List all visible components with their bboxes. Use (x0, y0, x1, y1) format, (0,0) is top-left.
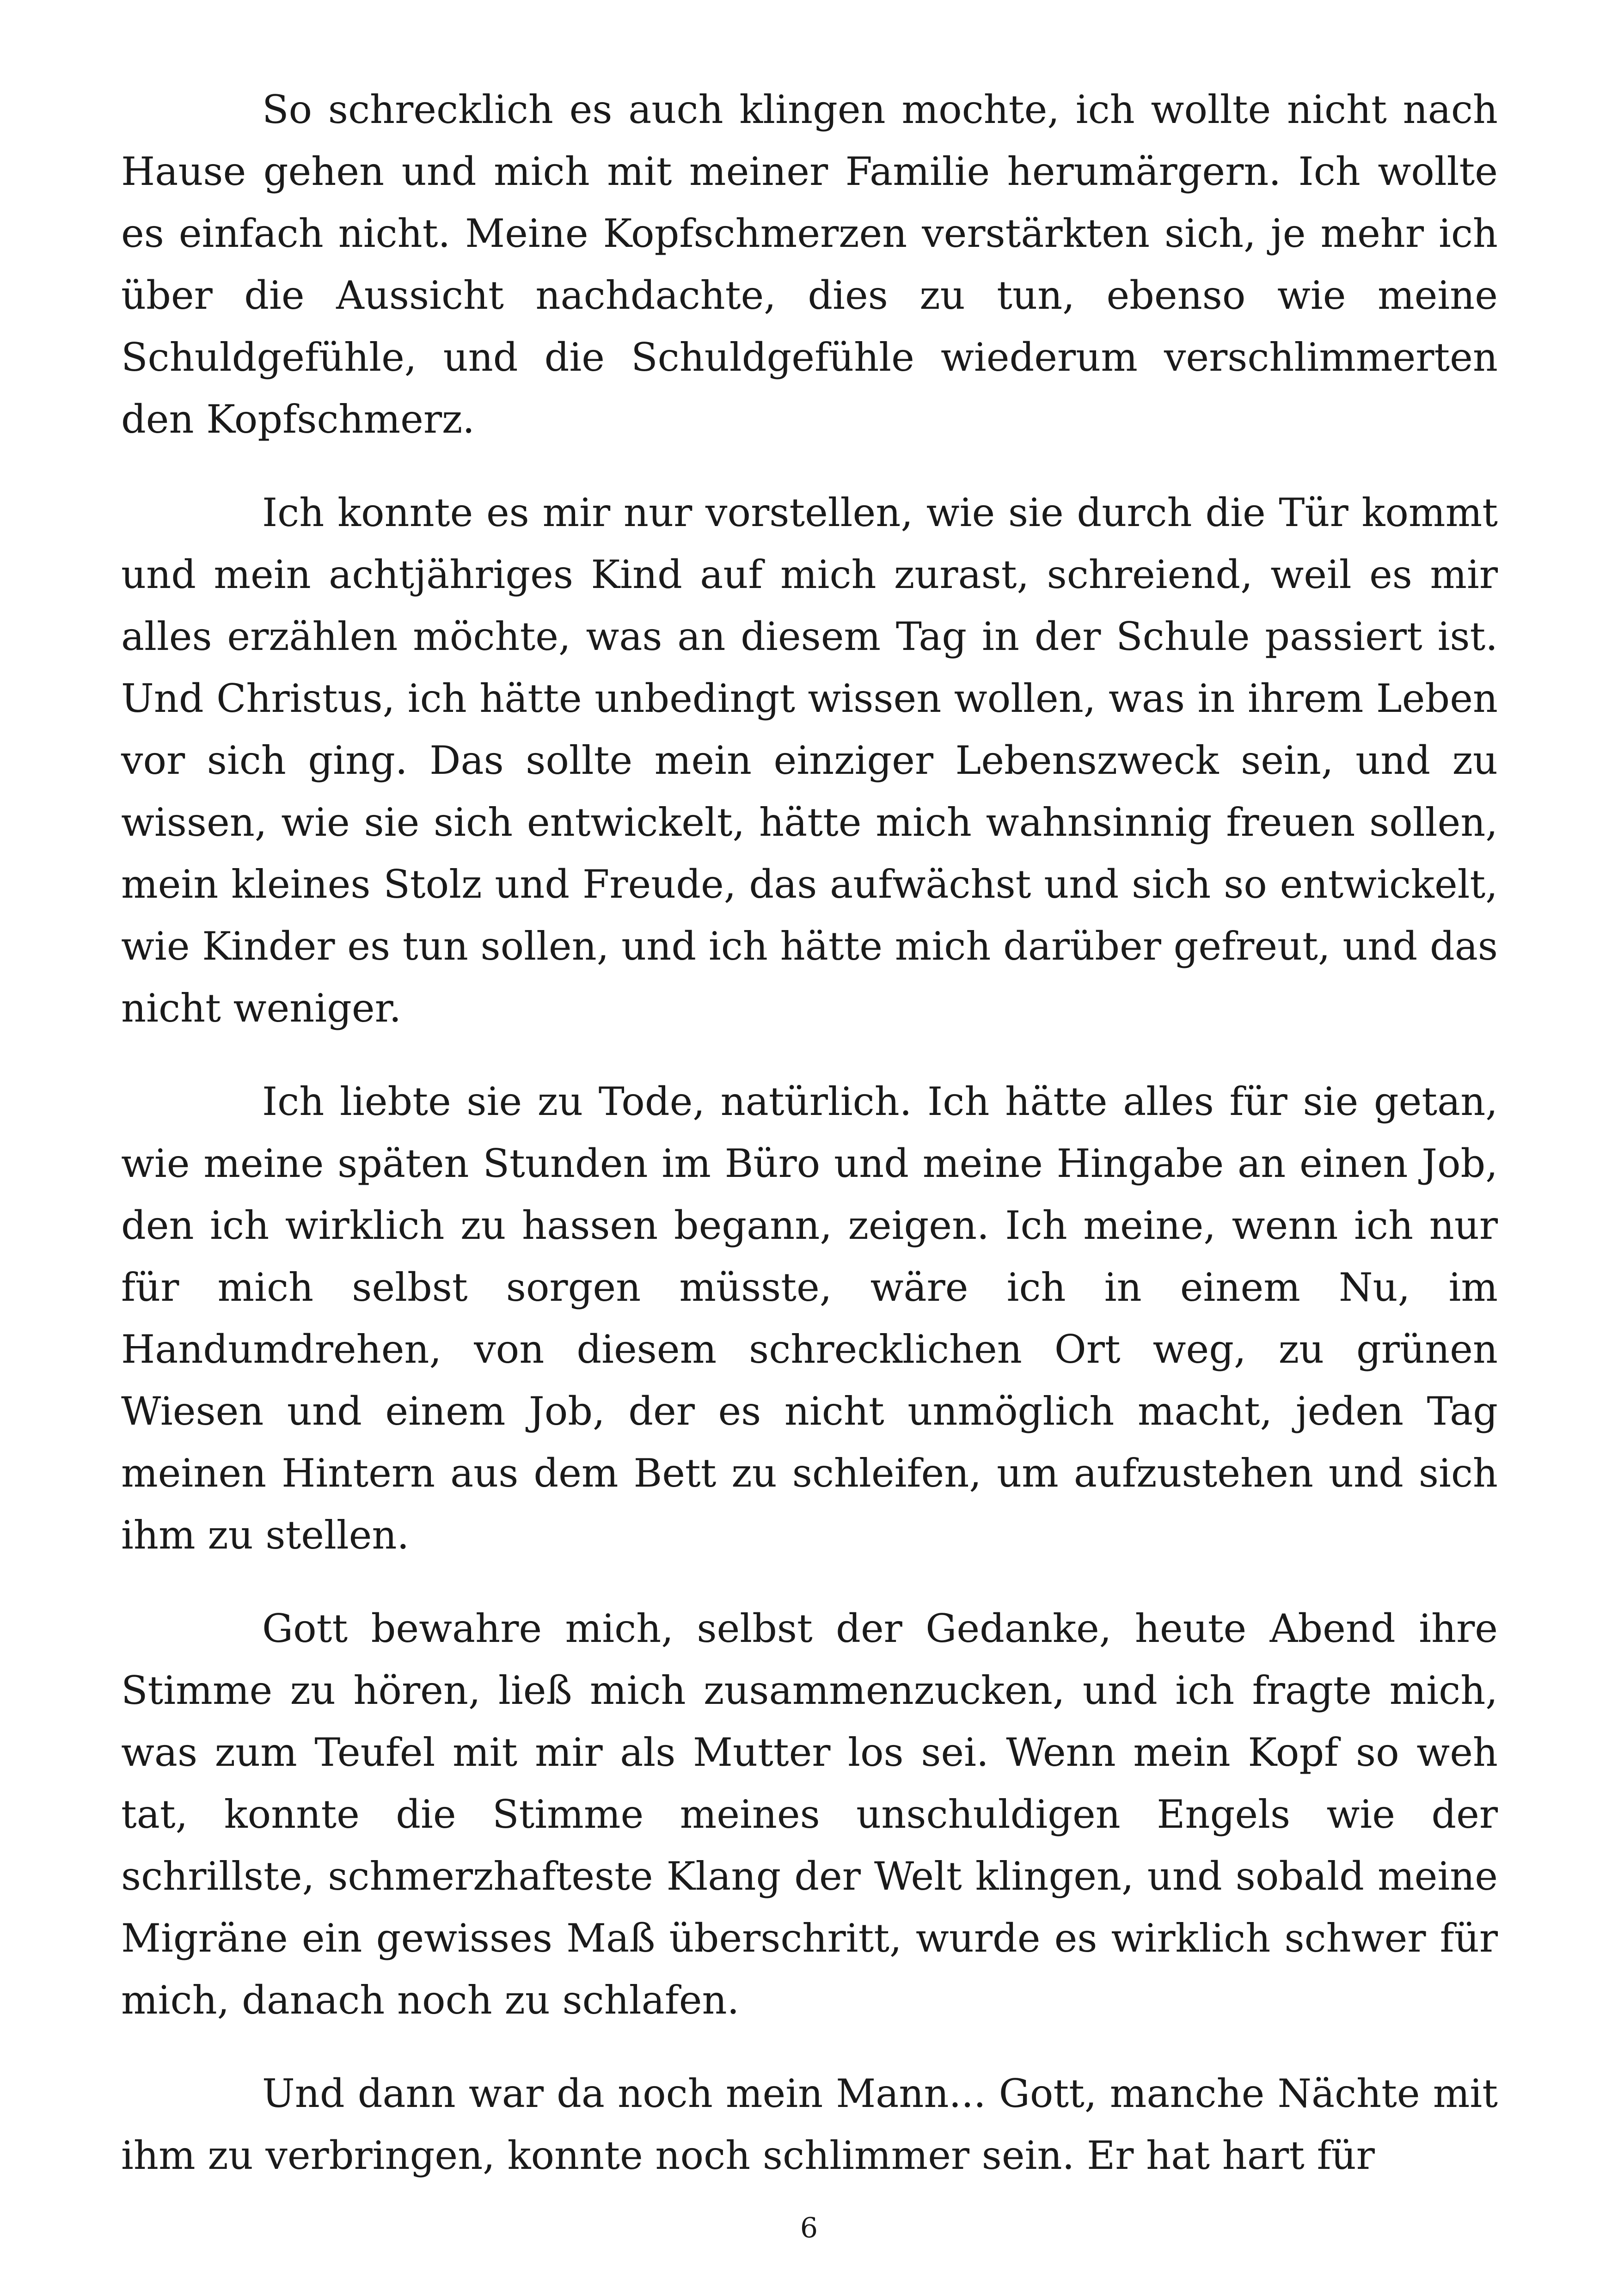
paragraph-4: Gott bewahre mich, selbst der Gedanke, heute Abend ihre Stimme zu hören, ließ mich zusammenzucken, und ich fragte mich, was zum Teufel mit mir als Mutter los sei. Wenn mein Kopf so weh tat, konnte die Stimme meines unschuldigen Engels wie der schrillste, schmerzhafteste Klang der Welt klingen, und sobald meine Migräne ein gewisses Maß überschritt, wurde es wirklich schwer für mich, danach noch zu schlafen. (121, 1606, 1498, 2023)
paragraph-3: Ich liebte sie zu Tode, natürlich. Ich hätte alles für sie getan, wie meine späten Stunden im Büro und meine Hingabe an einen Job, den ich wirklich zu hassen begann, zeigen. Ich meine, wenn ich nur für mich selbst sorgen müsste, wäre ich in einem Nu, im Handumdrehen, von diesem schrecklichen Ort weg, zu grünen Wiesen und einem Job, der es nicht unmöglich macht, jeden Tag meinen Hintern aus dem Bett zu schleifen, um aufzustehen und sich ihm zu stellen. (121, 1079, 1498, 1558)
paragraph-1: So schrecklich es auch klingen mochte, ich wollte nicht nach Hause gehen und mich mit meiner Familie herumärgern. Ich wollte es einfach nicht. Meine Kopfschmerzen verstärkten sich, je mehr ich über die Aussicht nachdachte, dies zu tun, ebenso wie meine Schuldgefühle, und die Schuldgefühle wiederum verschlimmerten den Kopfschmerz. (121, 87, 1498, 442)
page-number: 6 (800, 2212, 818, 2244)
paragraph-2: Ich konnte es mir nur vorstellen, wie sie durch die Tür kommt und mein achtjähriges Kind auf mich zurast, schreiend, weil es mir alles erzählen möchte, was an diesem Tag in der Schule passiert ist. Und Christus, ich hätte unbedingt wissen wollen, was in ihrem Leben vor sich ging. Das sollte mein einziger Lebenszweck sein, und zu wissen, wie sie sich entwickelt, hätte mich wahnsinnig freuen sollen, mein kleines Stolz und Freude, das aufwächst und sich so entwickelt, wie Kinder es tun sollen, und ich hätte mich darüber gefreut, und das nicht weniger. (121, 490, 1498, 1031)
body-text (121, 79, 1498, 2186)
paragraph-5: Und dann war da noch mein Mann... Gott, manche Nächte mit ihm zu verbringen, konnte noch schlimmer sein. Er hat hart für (121, 2071, 1498, 2178)
